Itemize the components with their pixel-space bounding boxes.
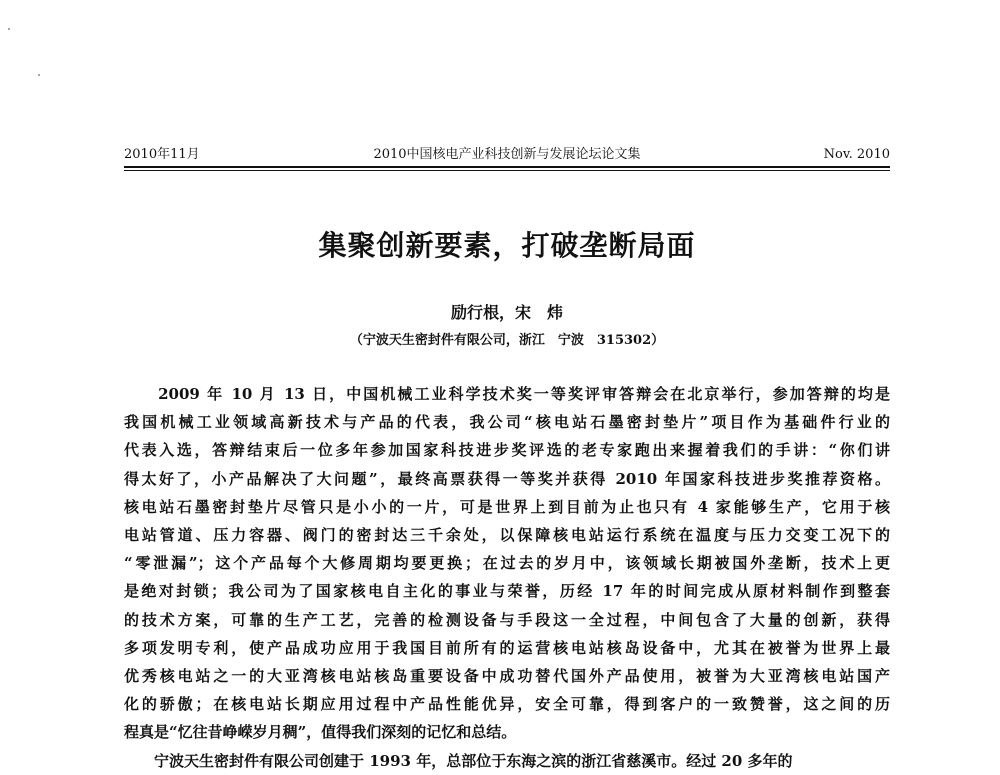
body-line: 优秀核电站之一的大亚湾核电站核岛重要设备中成功替代国外产品使用，被誉为大亚湾核电站国产 (124, 667, 890, 686)
scan-speck (38, 74, 40, 76)
scan-speck (8, 28, 10, 30)
header-proceedings-title: 2010中国核电产业科技创新与发展论坛论文集 (373, 147, 641, 162)
body-line: “零泄漏”；这个产品每个大修周期均要更换；在过去的岁月中，该领域长期被国外垄断，技术上更 (124, 554, 890, 573)
body-line: 2009 年 10 月 13 日，中国机械工业科学技术奖一等奖评审答辩会在北京举行，参加答辩的均是 (124, 385, 890, 403)
body-line: 多项发明专利，使产品成功应用于我国目前所有的运营核电站核岛设备中，尤其在被誉为世界上最 (124, 638, 890, 657)
body-line: 电站管道、压力容器、阀门的密封达三千余处，以保障核电站运行系统在温度与压力交变工况下的 (124, 526, 890, 545)
body-line: 是绝对封锁；我公司为了国家核电自主化的事业与荣誉，历经 17 年的时间完成从原材料制作到整套 (124, 582, 890, 601)
body-line: 代表入选，答辩结束后一位多年参加国家科技进步奖评选的老专家跑出来握着我们的手讲：“你们讲 (124, 441, 890, 460)
paper-title: 集聚创新要素，打破垄断局面 (318, 229, 696, 262)
header-date-english: Nov. 2010 (823, 147, 890, 162)
paper-authors: 励行根，宋 炜 (450, 303, 563, 322)
body-line: 宁波天生密封件有限公司创建于 1993 年，总部位于东海之滨的浙江省慈溪市。经过 20 多年的 (124, 751, 793, 770)
running-header (124, 143, 890, 167)
body-line: 得太好了，小产品解决了大问题”，最终高票获得一等奖并获得 2010 年国家科技进步奖推荐资格。 (124, 469, 890, 488)
header-rule-thin (124, 170, 890, 171)
body-line: 的技术方案，可靠的生产工艺，完善的检测设备与手段这一全过程，中间包含了大量的创新，获得 (124, 610, 890, 629)
paper-body (124, 380, 890, 775)
body-line: 我国机械工业领域高新技术与产品的代表，我公司“核电站石墨密封垫片”项目作为基础件行业的 (124, 413, 890, 432)
paper-affiliation: （宁波天生密封件有限公司，浙江 宁波 315302） (349, 333, 665, 348)
body-line: 程真是“忆往昔峥嵘岁月稠”，值得我们深刻的记忆和总结。 (124, 723, 517, 742)
header-rule-thick (124, 166, 890, 168)
header-date: 2010年11月 (124, 147, 200, 162)
body-line: 化的骄傲；在核电站长期应用过程中产品性能优异，安全可靠，得到客户的一致赞誉，这之间的历 (124, 695, 890, 714)
body-line: 核电站石墨密封垫片尽管只是小小的一片，可是世界上到目前为止也只有 4 家能够生产，它用于核 (124, 497, 890, 516)
